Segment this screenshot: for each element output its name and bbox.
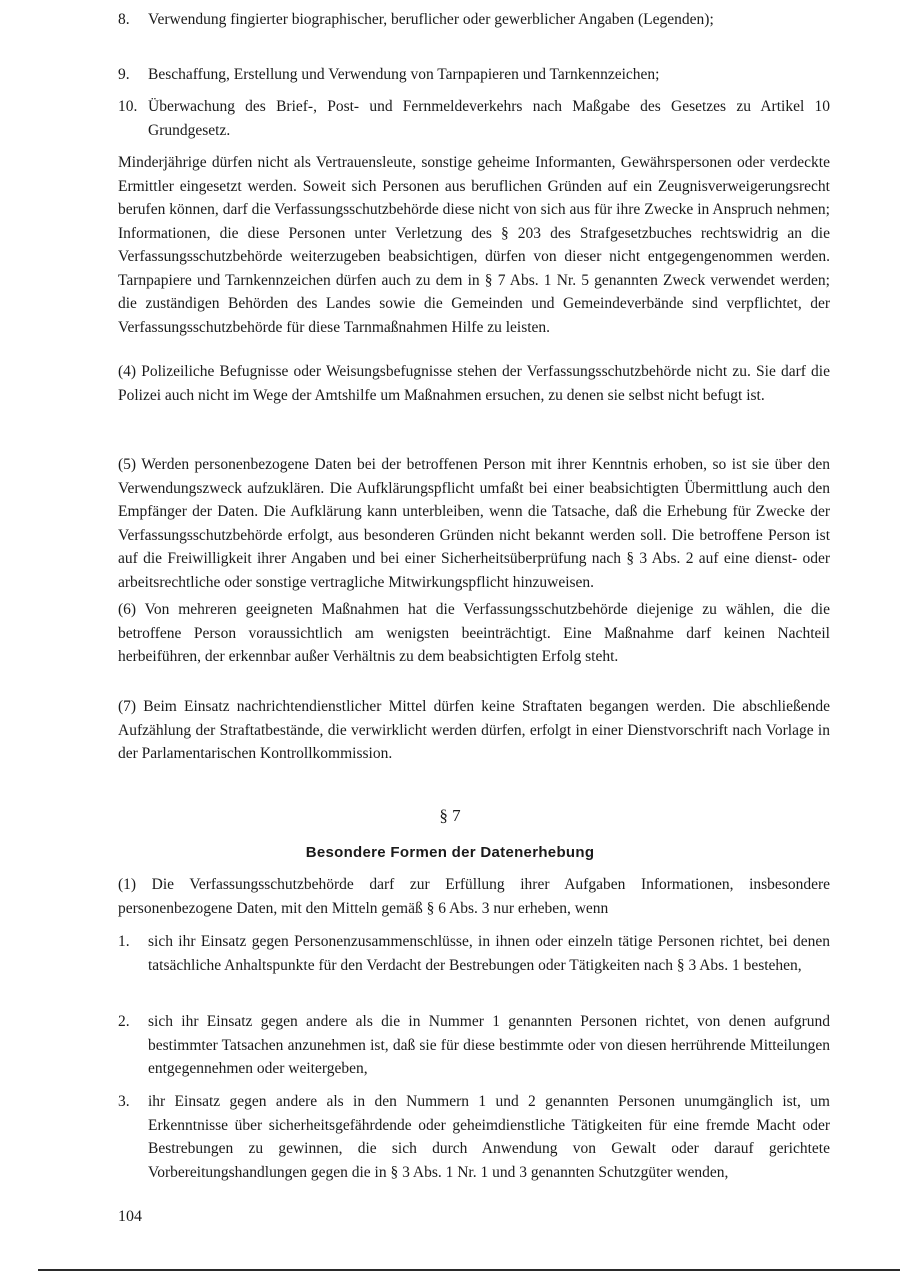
list-item: [118, 1010, 830, 1080]
list-item-number: 8.: [118, 11, 130, 28]
footer-rule: [38, 1269, 900, 1271]
paragraph-abs-5: (5) Werden personenbezogene Daten bei der betroffenen Person mit ihrer Kenntnis erhoben, so ist sie über den Verwendungszweck aufzuklären. Die Aufklärungspflicht umfaßt bei einer beabsichtigten Übermittlung auch den Empfänger der Daten. Die Aufklärung kann unterbleiben, wenn die Tatsache, daß die Erhebung für Zwecke der Verfassungsschutzbehörde erfolgt, aus besonderen Gründen nicht bekannt werden soll. Die betroffene Person ist auf die Freiwilligkeit ihrer Angaben und bei einer Sicherheitsüberprüfung nach § 3 Abs. 2 auf eine dienst- oder arbeitsrechtliche oder sonstige vertragliche Mitwirkungspflicht hinzuweisen.: [118, 456, 830, 591]
section-intro: (1) Die Verfassungsschutzbehörde darf zur Erfüllung ihrer Aufgaben Informationen, insbesondere personenbezogene Daten, mit den Mitteln gemäß § 6 Abs. 3 nur erheben, wenn: [118, 876, 830, 917]
list-item: [118, 95, 830, 143]
list-item-number: 1.: [118, 933, 130, 950]
list-item-number: 2.: [118, 1013, 130, 1030]
list-item-text: ihr Einsatz gegen andere als in den Nummern 1 und 2 genannten Personen unumgänglich ist, um Erkenntnisse über sicherheitsgefährdende oder geheimdienstliche Tätigkeiten für eine fremde Macht oder Bestrebungen zu gewinnen, die sich durch Anwendung von Gewalt oder darauf gerichtete Vorbereitungshandlungen gegen die in § 3 Abs. 1 Nr. 1 und 3 genannten Schutzgüter wenden,: [148, 1093, 830, 1181]
page-number: 104: [118, 1208, 142, 1225]
paragraph-abs-7: (7) Beim Einsatz nachrichtendienstlicher Mittel dürfen keine Straftaten begangen werden. Die abschließende Aufzählung der Straftatbestände, die verwirklicht werden dürfen, erfolgt in einer Dienstvorschrift nach Vorlage in der Parlamentarischen Kontrollkommission.: [118, 698, 830, 762]
section-title: Besondere Formen der Datenerhebung: [305, 844, 595, 861]
list-item-number: 10.: [118, 98, 138, 115]
list-item-text: Überwachung des Brief-, Post- und Fernmeldeverkehrs nach Maßgabe des Gesetzes zu Artikel 10 Grundgesetz.: [148, 98, 830, 139]
list-item: [118, 1090, 830, 1184]
list-item-number: 9.: [118, 66, 130, 83]
paragraph-minderjaehrige: Minderjährige dürfen nicht als Vertrauensleute, sonstige geheime Informanten, Gewährspersonen oder verdeckte Ermittler eingesetzt werden. Soweit sich Personen aus beruflichen Gründen auf ein Zeugnisverweigerungsrecht berufen können, darf die Verfassungsschutzbehörde diese nicht von sich aus für ihre Zwecke in Anspruch nehmen; Informationen, die diese Personen unter Verletzung des § 203 des Strafgesetzbuches rechtswidrig an die Verfassungsschutzbehörde weiterzugeben beabsichtigen, dürfen von dieser nicht entgegengenommen werden. Tarnpapiere und Tarnkennzeichen dürfen auch zu dem in § 7 Abs. 1 Nr. 5 genannten Zweck verwendet werden; die zuständigen Behörden des Landes sowie die Gemeinden und Gemeindeverbände sind verpflichtet, der Verfassungsschutzbehörde für diese Tarnmaßnahmen Hilfe zu leisten.: [118, 154, 830, 336]
list-item: [118, 8, 830, 32]
list-item: [118, 930, 830, 1000]
list-item-text: Verwendung fingierter biographischer, beruflicher oder gewerblicher Angaben (Legenden);: [148, 11, 714, 28]
list-item-text: Beschaffung, Erstellung und Verwendung von Tarnpapieren und Tarnkennzeichen;: [148, 66, 660, 83]
section-symbol: § 7: [439, 806, 461, 825]
list-item-text: sich ihr Einsatz gegen Personenzusammenschlüsse, in ihnen oder einzeln tätige Personen richtet, bei denen tatsächliche Anhaltspunkte für den Verdacht der Bestrebungen oder Tätigkeiten nach § 3 Abs. 1 bestehen,: [148, 933, 830, 974]
list-item: [118, 63, 830, 87]
paragraph-abs-6: (6) Von mehreren geeigneten Maßnahmen hat die Verfassungsschutzbehörde diejenige zu wählen, die die betroffene Person voraussichtlich am wenigsten beeinträchtigt. Eine Maßnahme darf keinen Nachteil herbeiführen, der erkennbar außer Verhältnis zu dem beabsichtigten Erfolg steht.: [118, 601, 830, 665]
list-item-number: 3.: [118, 1093, 130, 1110]
list-item-text: sich ihr Einsatz gegen andere als die in Nummer 1 genannten Personen richtet, von denen aufgrund bestimmter Tatsachen anzunehmen ist, daß sie für diese bestimmte oder von diesen herrührende Mitteilungen entgegennehmen oder weitergeben,: [148, 1013, 830, 1077]
paragraph-abs-4: (4) Polizeiliche Befugnisse oder Weisungsbefugnisse stehen der Verfassungsschutzbehörde nicht zu. Sie darf die Polizei auch nicht im Wege der Amtshilfe um Maßnahmen ersuchen, zu denen sie selbst nicht befugt ist.: [118, 363, 830, 404]
